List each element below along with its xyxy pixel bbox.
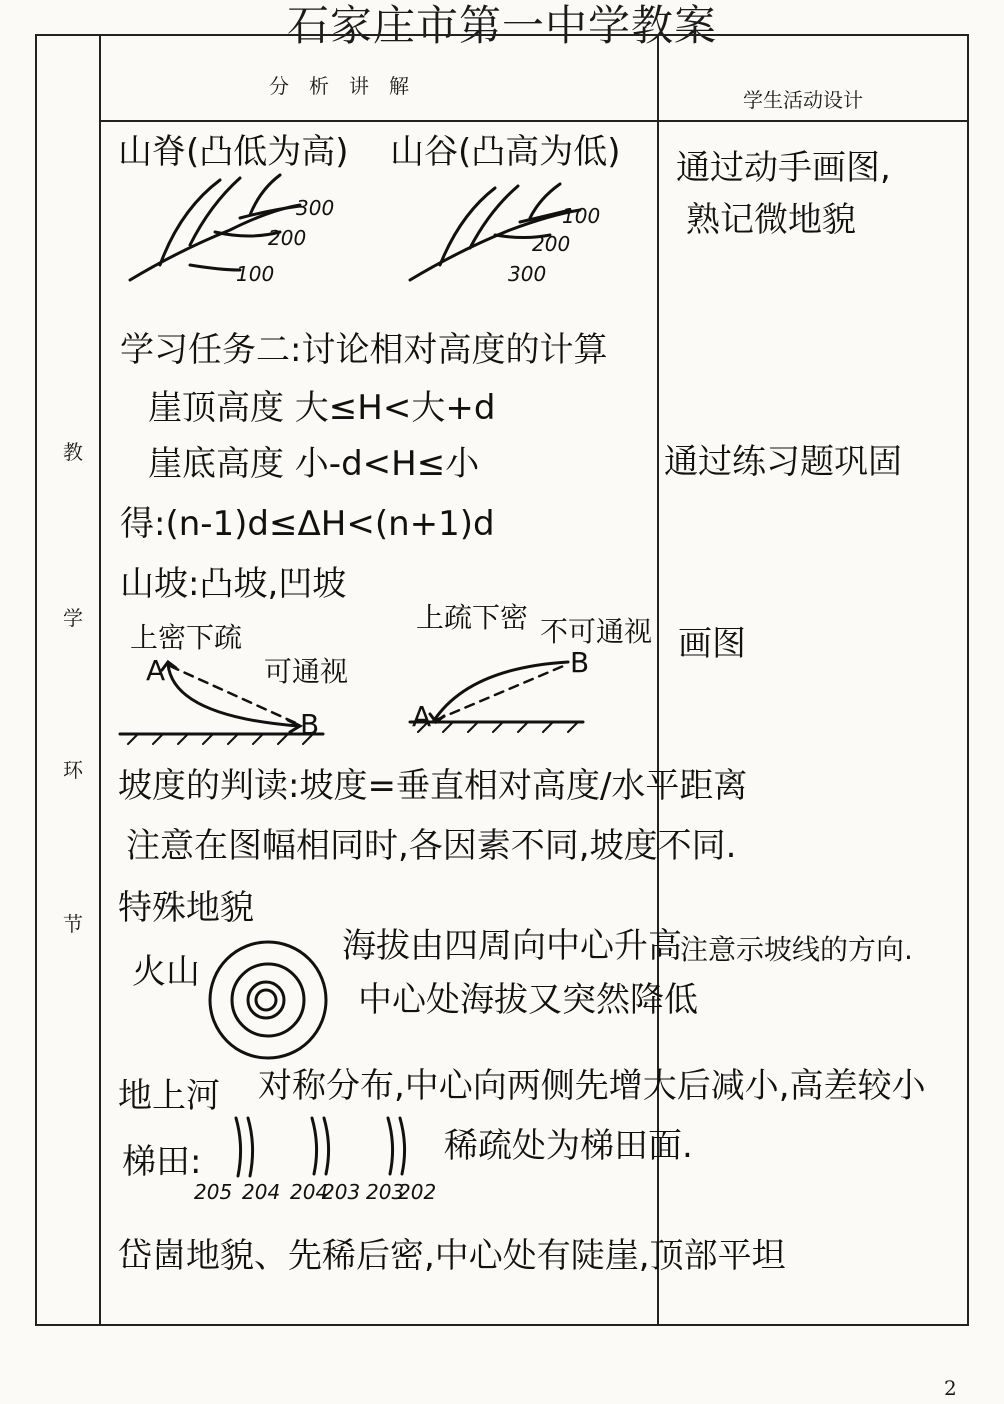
concave-slope-label: 上密下疏 (130, 621, 243, 654)
cliff-bottom-formula: 崖底高度 小-d<H≤小 (148, 444, 480, 484)
terrace-height-label: 202 (398, 1180, 437, 1204)
volcano-note-1: 海拔由四周向中心升高 (342, 926, 682, 966)
gradient-definition: 坡度的判读:坡度=垂直相对高度/水平距离 (118, 766, 748, 806)
student-activity-1-line2: 熟记微地貌 (686, 200, 856, 240)
volcano-label: 火山 (132, 952, 200, 992)
ridge-title: 山脊(凸低为高) (118, 132, 349, 172)
page-title: 石家庄市第一中学教案 (286, 1, 717, 50)
daigu-landform-note: 岱崮地貌、先稀后密,中心处有陡崖,顶部平坦 (118, 1236, 786, 1276)
student-activity-3: 画图 (678, 624, 746, 664)
terrace-contour-sketch (230, 1112, 420, 1182)
side-label-char: 节 (63, 912, 83, 936)
task2-heading: 学习任务二:讨论相对高度的计算 (120, 330, 608, 370)
volcano-contour-sketch (200, 930, 340, 1070)
convex-slope-diagram (408, 648, 628, 738)
header-divider (99, 120, 967, 122)
side-column-divider (99, 36, 101, 1324)
special-landform-heading: 特殊地貌 (118, 888, 254, 928)
height-result-formula: 得:(n-1)d≤ΔH<(n+1)d (120, 504, 495, 544)
point-b-label: B (570, 646, 590, 679)
student-activity-2: 通过练习题巩固 (664, 442, 902, 482)
terrace-height-label: 205 (194, 1180, 233, 1204)
valley-label: 100 (562, 204, 601, 228)
river-note: 对称分布,中心向两侧先增大后减小,高差较小 (258, 1066, 926, 1106)
point-a-label: A (412, 700, 432, 733)
gradient-note: 注意在图幅相同时,各因素不同,坡度不同. (126, 826, 737, 866)
side-label-char: 教 (63, 440, 83, 464)
valley-title: 山谷(凸高为低) (390, 132, 621, 172)
slope-heading: 山坡:凸坡,凹坡 (120, 564, 347, 604)
terrace-note: 稀疏处为梯田面. (444, 1126, 693, 1166)
side-label-char: 环 (63, 758, 83, 782)
terrace-height-label: 204 (290, 1180, 329, 1204)
valley-label: 200 (532, 232, 571, 256)
cliff-top-formula: 崖顶高度 大≤H<大+d (148, 388, 496, 428)
side-label-char: 学 (63, 606, 83, 630)
point-a-label: A (146, 654, 166, 687)
concave-visibility: 可通视 (264, 655, 349, 688)
ridge-label: 300 (296, 196, 335, 220)
ridge-label: 200 (268, 226, 307, 250)
valley-label: 300 (508, 262, 547, 286)
student-activity-4: 注意示坡线的方向. (680, 933, 913, 966)
convex-visibility: 不可通视 (540, 615, 653, 648)
terrace-height-label: 204 (242, 1180, 281, 1204)
volcano-note-2: 中心处海拔又突然降低 (358, 980, 698, 1020)
student-activity-1-line1: 通过动手画图, (676, 148, 891, 188)
point-b-label: B (300, 708, 320, 741)
ridge-label: 100 (236, 262, 275, 286)
page-number: 2 (944, 1376, 957, 1400)
river-label: 地上河 (118, 1076, 220, 1116)
terrace-height-label: 203 (322, 1180, 361, 1204)
terrace-height-label: 203 (366, 1180, 405, 1204)
analysis-column-header: 分 析 讲 解 (269, 74, 409, 98)
terrace-label: 梯田: (122, 1142, 202, 1182)
student-column-header: 学生活动设计 (743, 88, 863, 112)
convex-slope-label: 上疏下密 (416, 601, 529, 634)
